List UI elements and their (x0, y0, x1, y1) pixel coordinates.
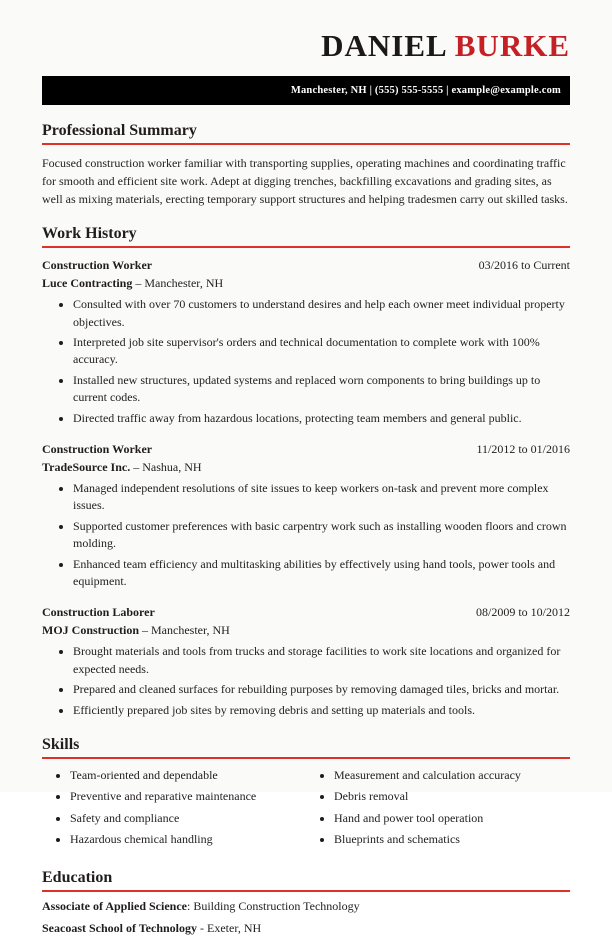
work-history-heading: Work History (42, 225, 570, 248)
education-school-detail: - Exeter, NH (197, 921, 262, 936)
job-dates: 08/2009 to 10/2012 (475, 605, 570, 620)
job-location: – Manchester, NH (142, 623, 230, 638)
job-company: MOJ Construction (42, 623, 139, 638)
job-header (42, 605, 570, 620)
skills-list-right (306, 766, 570, 852)
job-bullet: • Installed new structures, updated systems and replaced worn components to bring buildings up to current codes. (73, 372, 570, 407)
job-company-line (42, 623, 570, 638)
job-entry-1 (42, 258, 570, 427)
job-dates: 11/2012 to 01/2016 (476, 441, 570, 456)
job-header (42, 258, 570, 273)
job-company: Luce Contracting (42, 276, 133, 291)
job-bullet: • Prepared and cleaned surfaces for rebuilding purposes by removing damaged tiles, bricks and mortar. (73, 681, 570, 698)
section-professional-summary (42, 122, 570, 209)
job-header (42, 442, 570, 457)
candidate-last-name: BURKE (454, 28, 570, 63)
skill-item: • Debris removal (334, 787, 570, 806)
job-bullet: • Managed independent resolutions of site issues to keep workers on-task and prevent more complex issues. (73, 480, 570, 515)
education-degree: Associate of Applied Science (42, 898, 187, 913)
skill-item: • Team-oriented and dependable (70, 766, 306, 785)
skill-item: • Safety and compliance (70, 809, 306, 828)
skill-item: • Hazardous chemical handling (70, 830, 306, 849)
job-title: Construction Worker (42, 441, 153, 456)
education-degree-line (42, 898, 570, 915)
job-bullet: • Enhanced team efficiency and multitasking abilities by effectively using hand tools, power tools and equipment. (73, 556, 570, 591)
job-bullet-list (42, 480, 570, 590)
contact-bar (42, 76, 570, 105)
education-school: Seacoast School of Technology (42, 921, 198, 936)
job-entry-3 (42, 605, 570, 719)
section-work-history (42, 225, 570, 719)
summary-paragraph: Focused construction worker familiar with transporting supplies, operating machines and coordinating traffic for smooth and efficient site work. Adept at digging trenches, backfilling excavations and grading sites, as well as mixing materials, erecting temporary support structures and helping tradesmen carry out skilled tasks. (42, 155, 568, 207)
candidate-name (42, 30, 570, 63)
job-company-line (42, 460, 570, 475)
skill-item: • Measurement and calculation accuracy (334, 766, 570, 785)
skills-grid (42, 766, 570, 852)
job-company-line (42, 276, 570, 291)
job-location: – Nashua, NH (133, 459, 202, 474)
job-bullet: • Consulted with over 70 customers to understand desires and help each owner meet individual property objectives. (73, 296, 570, 331)
education-school-line (42, 920, 570, 937)
professional-summary-heading: Professional Summary (42, 122, 570, 145)
skill-item: • Blueprints and schematics (334, 830, 570, 849)
job-bullet-list (42, 643, 570, 719)
contact-text: Manchester, NH | (555) 555-5555 | example@example.com (290, 84, 561, 96)
job-bullet-list (42, 296, 570, 427)
job-company: TradeSource Inc. (42, 459, 131, 474)
skills-heading: Skills (42, 736, 570, 759)
section-skills (42, 736, 570, 852)
job-location: – Manchester, NH (135, 276, 224, 291)
skill-item: • Preventive and reparative maintenance (70, 787, 306, 806)
job-dates: 03/2016 to Current (478, 258, 570, 273)
job-bullet: • Brought materials and tools from trucks and storage facilities to work site locations and organized for expected needs. (73, 643, 570, 678)
job-bullet: • Supported customer preferences with basic carpentry work such as installing wooden floors and crown molding. (73, 518, 570, 553)
job-title: Construction Laborer (42, 605, 155, 620)
education-degree-detail: : Building Construction Technology (187, 898, 360, 913)
job-bullet: • Efficiently prepared job sites by removing debris and setting up materials and tools. (73, 702, 570, 719)
education-heading: Education (42, 869, 570, 892)
skills-list-left (42, 766, 306, 852)
job-entry-2 (42, 442, 570, 590)
skill-item: • Hand and power tool operation (334, 809, 570, 828)
candidate-first-name: DANIEL (321, 28, 446, 63)
job-bullet: • Directed traffic away from hazardous locations, protecting team members and general public. (73, 410, 570, 427)
job-bullet: • Interpreted job site supervisor's orders and technical documentation to complete work with 100% accuracy. (73, 334, 570, 369)
job-title: Construction Worker (42, 258, 153, 273)
section-education (42, 869, 570, 937)
